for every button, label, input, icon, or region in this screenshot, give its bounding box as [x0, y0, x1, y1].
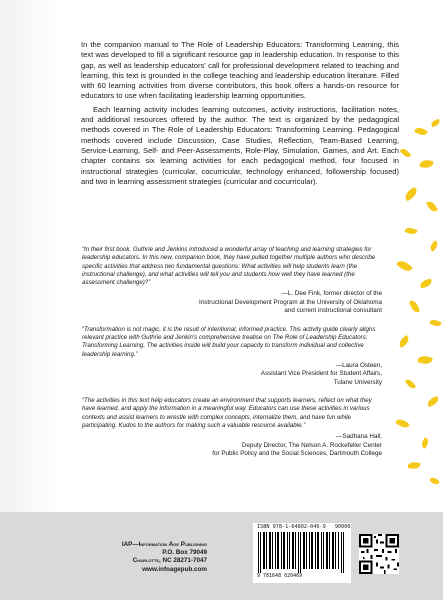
attribution-line: Assistant Vice President for Student Affairs, — [260, 370, 382, 378]
petal-shape — [419, 279, 432, 289]
endorsement-attribution — [82, 362, 382, 387]
petal-shape — [405, 378, 416, 390]
attribution-line: Tulane University — [333, 378, 382, 386]
petal-shape — [397, 335, 411, 348]
petal-shape — [395, 417, 410, 430]
petal-shape — [430, 119, 441, 128]
petal-shape — [419, 159, 433, 169]
isbn-number — [257, 524, 350, 530]
petal-shape — [404, 226, 417, 236]
spine-shadow — [0, 0, 60, 600]
publisher-box: P.O. Box 79049 — [162, 549, 207, 557]
petal-shape — [428, 240, 439, 252]
attribution-line: and current instructional consultant — [284, 307, 382, 315]
endorsements — [82, 246, 382, 459]
petal-shape — [400, 147, 412, 159]
petal-shape — [407, 461, 420, 470]
petal-shape — [403, 187, 419, 202]
attribution-line: for Public Policy and the Social Sciences, Dartmouth College — [212, 450, 382, 458]
petal-shape — [429, 476, 440, 487]
endorsement-quote: “The activities in this text help educators create an environment that supports learners, reflect on what they have learned, and apply the information in a meaningful way. Educators can use these activities in various contexts and assist learners to wrestle with complex concepts, internalize them, and have fun while participating. Kudos to the authors for making such a valuable resource available.” — [82, 397, 372, 429]
petal-shape — [420, 437, 430, 449]
endorsement-attribution — [82, 433, 382, 458]
publisher-website: www.infoagepub.com — [142, 565, 207, 573]
petal-shape — [409, 299, 420, 314]
petal-shape — [396, 258, 413, 274]
endorsement-quote: “Transformation is not magic, it is the result of intentional, informed practice. This activity guide clearly aligns relevant practice with Guthrie and Jenkin's comprehensive treatise on The Role of Leadership Educators: Transforming Learning. The activities inside will build your capacity to transform individual and collective leadership learning.” — [82, 325, 376, 358]
attribution-line: Instructional Development Program at the University of Oklahoma — [198, 298, 382, 306]
isbn-label: ISBN 978-1-64802-046-9 — [257, 524, 326, 530]
attribution-line: Deputy Director, The Nelson A. Rockefeller Center — [241, 441, 382, 449]
petal-shape — [414, 125, 428, 137]
petal-shape — [426, 396, 440, 407]
description-paragraph: In the companion manual to The Role of Leadership Educators: Transforming Learning, this text was developed to fill a significant resource gap in leadership education. In response to this gap, as well as leadership educators' call for professional development related to teaching and learning, this text is grounded in the college teaching and leadership education literature. Filled with 60 learning activities from diverse contributors, this book offers a hands-on resource for educators to use when facilitating leadership learning opportunities. — [81, 40, 399, 101]
endorsement-attribution — [82, 290, 382, 315]
attribution-line: —Sadhana Hall, — [336, 433, 382, 441]
publisher-city: Charlotte, NC 28271-7047 — [132, 557, 207, 565]
description-paragraph: Each learning activity includes learning outcomes, activity instructions, facilitation notes, and additional resources offered by the author. The text is organized by the pedagogical methods covered in The Role of Leadership Educators: Transforming Learning. Pedagogical methods covered include Discussion, Case Studies, Reflection, Team-Based Learning, Service-Learning, Self- and Peer-Assessments, Role-Play, Simulation, Games, and Art. Each chapter contains six learning activities for each pedagogical method, four focused in instructional strategies (curricular, cocurricular, technology enhanced, followership focused) and two in learning assessment strategies (curricular and cocurricular). — [81, 104, 399, 186]
isbn-barcode — [253, 523, 351, 583]
attribution-line: —L. Dee Fink, former director of the — [281, 290, 382, 298]
description-text — [81, 40, 399, 187]
barcode-digits: 9 781648 020469 — [257, 573, 303, 579]
endorsement — [82, 246, 382, 316]
publisher-info — [97, 541, 207, 574]
barcode-bars — [257, 532, 347, 573]
price-code: 90000 — [334, 524, 351, 530]
petal-shape — [426, 200, 438, 214]
petal-shape — [417, 354, 433, 365]
attribution-line: —Laura Osteen, — [335, 361, 382, 369]
qr-code — [359, 534, 399, 574]
endorsement — [82, 326, 382, 387]
petal-shape — [429, 318, 442, 328]
endorsement — [82, 397, 382, 458]
endorsement-quote: “In their first book, Guthrie and Jenkins introduced a wonderful array of teaching and learning strategies for leadership educators. In this new, companion book, they have pulled together multiple authors who describe specific activities that address two fundamental questions: What activities will help students learn (the instructional challenge), and what activities will tell you and students how well they have learned (the assessment challenge)?” — [82, 246, 376, 287]
publisher-name: IAP—Information Age Publishing — [121, 541, 207, 548]
